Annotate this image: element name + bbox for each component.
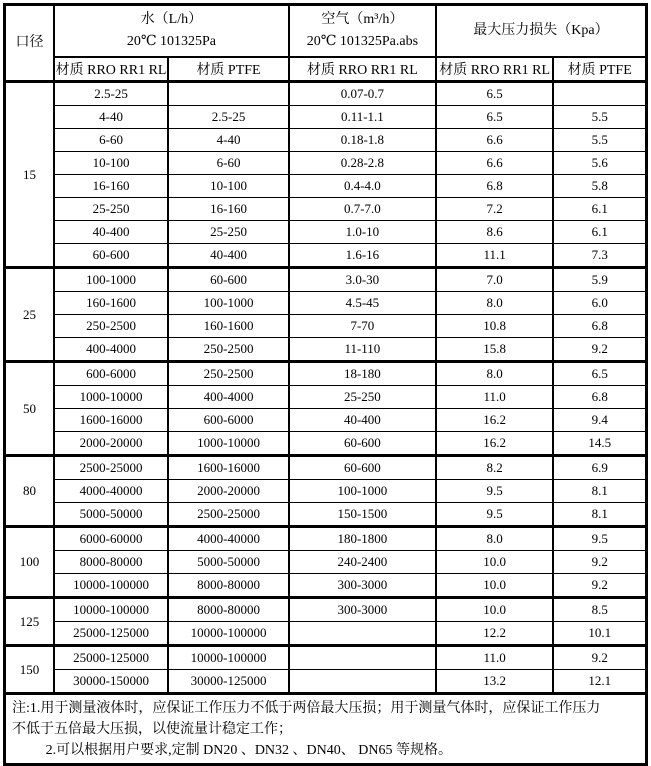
value-cell: 160-1600 bbox=[54, 292, 168, 315]
value-cell: 9.2 bbox=[553, 551, 646, 574]
value-cell: 100-1000 bbox=[168, 292, 289, 315]
value-cell: 8.1 bbox=[553, 480, 646, 503]
diameter-cell: 15 bbox=[5, 82, 54, 268]
value-cell: 9.5 bbox=[553, 527, 646, 551]
water-header-conditions: 20℃ 101325Pa bbox=[126, 34, 216, 49]
value-cell: 4000-40000 bbox=[54, 480, 168, 503]
value-cell: 7.3 bbox=[553, 244, 646, 268]
value-cell: 2.5-25 bbox=[54, 82, 168, 106]
table-row bbox=[5, 175, 647, 198]
value-cell: 5.5 bbox=[553, 106, 646, 129]
value-cell: 600-6000 bbox=[54, 362, 168, 386]
value-cell: 30000-125000 bbox=[168, 670, 289, 694]
value-cell: 25000-125000 bbox=[54, 646, 168, 670]
diameter-cell: 100 bbox=[5, 527, 54, 598]
air-header-title: 空气（m³/h） bbox=[321, 12, 404, 27]
table-row bbox=[5, 244, 647, 268]
value-cell: 9.2 bbox=[553, 338, 646, 362]
value-cell: 10000-100000 bbox=[54, 598, 168, 622]
table-row bbox=[5, 386, 647, 409]
value-cell bbox=[168, 82, 289, 106]
value-cell: 11.0 bbox=[436, 386, 553, 409]
value-cell: 240-2400 bbox=[289, 551, 436, 574]
value-cell: 16.2 bbox=[436, 432, 553, 456]
value-cell: 10000-100000 bbox=[168, 622, 289, 646]
table-row bbox=[5, 362, 647, 386]
value-cell: 60-600 bbox=[289, 456, 436, 480]
value-cell: 6.8 bbox=[436, 175, 553, 198]
max-pressure-loss-header: 最大压力损失（Kpa） bbox=[436, 5, 647, 58]
value-cell: 1600-16000 bbox=[54, 409, 168, 432]
value-cell: 12.1 bbox=[553, 670, 646, 694]
table-row bbox=[5, 456, 647, 480]
value-cell: 0.28-2.8 bbox=[289, 152, 436, 175]
value-cell: 7.2 bbox=[436, 198, 553, 221]
value-cell: 9.2 bbox=[553, 646, 646, 670]
note-line-3: 2.可以根据用户要求,定制 DN20 、DN32 、DN40、 DN65 等规格。 bbox=[45, 743, 452, 758]
value-cell: 600-6000 bbox=[168, 409, 289, 432]
air-column-header bbox=[289, 5, 436, 58]
value-cell: 14.5 bbox=[553, 432, 646, 456]
value-cell: 8.0 bbox=[436, 362, 553, 386]
value-cell: 13.2 bbox=[436, 670, 553, 694]
value-cell: 4-40 bbox=[168, 129, 289, 152]
value-cell: 250-2500 bbox=[54, 315, 168, 338]
value-cell: 6000-60000 bbox=[54, 527, 168, 551]
flow-spec-table bbox=[3, 3, 648, 766]
value-cell: 1.6-16 bbox=[289, 244, 436, 268]
value-cell: 6.8 bbox=[553, 315, 646, 338]
value-cell: 7.0 bbox=[436, 268, 553, 292]
table-row bbox=[5, 670, 647, 694]
value-cell: 6.5 bbox=[436, 106, 553, 129]
value-cell: 11.0 bbox=[436, 646, 553, 670]
table-row bbox=[5, 503, 647, 527]
value-cell: 6.6 bbox=[436, 152, 553, 175]
value-cell: 0.18-1.8 bbox=[289, 129, 436, 152]
value-cell: 60-600 bbox=[289, 432, 436, 456]
value-cell: 1600-16000 bbox=[168, 456, 289, 480]
water-material-rro-header: 材质 RRO RR1 RL bbox=[54, 57, 168, 82]
value-cell: 11.1 bbox=[436, 244, 553, 268]
value-cell: 5.5 bbox=[553, 129, 646, 152]
value-cell: 8.5 bbox=[553, 598, 646, 622]
value-cell: 250-2500 bbox=[168, 338, 289, 362]
diameter-cell: 25 bbox=[5, 268, 54, 362]
air-material-rro-header: 材质 RRO RR1 RL bbox=[289, 57, 436, 82]
value-cell: 10.0 bbox=[436, 598, 553, 622]
value-cell: 5000-50000 bbox=[168, 551, 289, 574]
table-row bbox=[5, 315, 647, 338]
value-cell: 5.9 bbox=[553, 268, 646, 292]
table-row bbox=[5, 409, 647, 432]
diameter-cell: 125 bbox=[5, 598, 54, 646]
value-cell: 100-1000 bbox=[54, 268, 168, 292]
table-row bbox=[5, 574, 647, 598]
value-cell: 180-1800 bbox=[289, 527, 436, 551]
value-cell: 4.5-45 bbox=[289, 292, 436, 315]
value-cell: 1000-10000 bbox=[54, 386, 168, 409]
value-cell: 16.2 bbox=[436, 409, 553, 432]
value-cell bbox=[553, 82, 646, 106]
value-cell: 5.6 bbox=[553, 152, 646, 175]
value-cell: 8000-80000 bbox=[54, 551, 168, 574]
value-cell bbox=[289, 622, 436, 646]
table-row bbox=[5, 432, 647, 456]
diameter-cell: 80 bbox=[5, 456, 54, 527]
value-cell: 7-70 bbox=[289, 315, 436, 338]
value-cell: 8000-80000 bbox=[168, 574, 289, 598]
table-row bbox=[5, 551, 647, 574]
table-row bbox=[5, 82, 647, 106]
value-cell: 6.5 bbox=[553, 362, 646, 386]
loss-material-ptfe-header: 材质 PTFE bbox=[553, 57, 646, 82]
value-cell: 6.6 bbox=[436, 129, 553, 152]
table-row bbox=[5, 292, 647, 315]
diameter-cell: 150 bbox=[5, 646, 54, 694]
value-cell: 150-1500 bbox=[289, 503, 436, 527]
notes-row bbox=[5, 694, 647, 765]
value-cell: 400-4000 bbox=[54, 338, 168, 362]
value-cell: 0.11-1.1 bbox=[289, 106, 436, 129]
value-cell: 10-100 bbox=[54, 152, 168, 175]
value-cell: 8000-80000 bbox=[168, 598, 289, 622]
value-cell bbox=[289, 670, 436, 694]
table-row bbox=[5, 622, 647, 646]
value-cell: 15.8 bbox=[436, 338, 553, 362]
value-cell: 10.0 bbox=[436, 574, 553, 598]
value-cell: 300-3000 bbox=[289, 598, 436, 622]
value-cell: 5000-50000 bbox=[54, 503, 168, 527]
note-line-2: 不低于五倍最大压损，以使流量计稳定工作； bbox=[12, 722, 292, 737]
value-cell: 6.1 bbox=[553, 198, 646, 221]
value-cell: 0.4-4.0 bbox=[289, 175, 436, 198]
value-cell: 40-400 bbox=[54, 221, 168, 244]
value-cell: 12.2 bbox=[436, 622, 553, 646]
value-cell: 1.0-10 bbox=[289, 221, 436, 244]
table-row bbox=[5, 221, 647, 244]
table-row bbox=[5, 152, 647, 175]
value-cell: 6.0 bbox=[553, 292, 646, 315]
value-cell: 6.5 bbox=[436, 82, 553, 106]
value-cell: 0.07-0.7 bbox=[289, 82, 436, 106]
diameter-cell: 50 bbox=[5, 362, 54, 456]
value-cell: 10-100 bbox=[168, 175, 289, 198]
note-line-1: 注:1.用于测量液体时，应保证工作压力不低于两倍最大压损；用于测量气体时，应保证工作压力 bbox=[12, 701, 601, 716]
water-material-ptfe-header: 材质 PTFE bbox=[168, 57, 289, 82]
value-cell: 9.4 bbox=[553, 409, 646, 432]
value-cell: 250-2500 bbox=[168, 362, 289, 386]
value-cell: 10.8 bbox=[436, 315, 553, 338]
value-cell: 25-250 bbox=[168, 221, 289, 244]
value-cell: 6-60 bbox=[54, 129, 168, 152]
value-cell: 60-600 bbox=[168, 268, 289, 292]
value-cell: 10.1 bbox=[553, 622, 646, 646]
value-cell bbox=[289, 646, 436, 670]
table-row bbox=[5, 480, 647, 503]
value-cell: 6.8 bbox=[553, 386, 646, 409]
value-cell: 25000-125000 bbox=[54, 622, 168, 646]
value-cell: 9.5 bbox=[436, 503, 553, 527]
value-cell: 0.7-7.0 bbox=[289, 198, 436, 221]
value-cell: 8.0 bbox=[436, 292, 553, 315]
value-cell: 4-40 bbox=[54, 106, 168, 129]
table-row bbox=[5, 106, 647, 129]
value-cell: 18-180 bbox=[289, 362, 436, 386]
air-header-conditions: 20℃ 101325Pa.abs bbox=[306, 34, 419, 49]
value-cell: 100-1000 bbox=[289, 480, 436, 503]
value-cell: 2.5-25 bbox=[168, 106, 289, 129]
value-cell: 60-600 bbox=[54, 244, 168, 268]
value-cell: 8.1 bbox=[553, 503, 646, 527]
value-cell: 9.2 bbox=[553, 574, 646, 598]
table-row bbox=[5, 338, 647, 362]
table-body bbox=[5, 82, 647, 694]
value-cell: 6-60 bbox=[168, 152, 289, 175]
value-cell: 6.1 bbox=[553, 221, 646, 244]
value-cell: 4000-40000 bbox=[168, 527, 289, 551]
value-cell: 5.8 bbox=[553, 175, 646, 198]
diameter-column-header: 口径 bbox=[5, 5, 54, 82]
value-cell: 16-160 bbox=[54, 175, 168, 198]
value-cell: 2000-20000 bbox=[54, 432, 168, 456]
header-row-sub bbox=[5, 57, 647, 82]
value-cell: 40-400 bbox=[168, 244, 289, 268]
table-row bbox=[5, 198, 647, 221]
table-row bbox=[5, 527, 647, 551]
value-cell: 10.0 bbox=[436, 551, 553, 574]
value-cell: 30000-150000 bbox=[54, 670, 168, 694]
value-cell: 1000-10000 bbox=[168, 432, 289, 456]
table-row bbox=[5, 129, 647, 152]
value-cell: 6.9 bbox=[553, 456, 646, 480]
value-cell: 9.5 bbox=[436, 480, 553, 503]
value-cell: 8.6 bbox=[436, 221, 553, 244]
value-cell: 25-250 bbox=[54, 198, 168, 221]
notes-cell bbox=[5, 694, 647, 765]
water-column-header bbox=[54, 5, 289, 58]
value-cell: 40-400 bbox=[289, 409, 436, 432]
value-cell: 160-1600 bbox=[168, 315, 289, 338]
value-cell: 16-160 bbox=[168, 198, 289, 221]
header-row-main bbox=[5, 5, 647, 58]
value-cell: 400-4000 bbox=[168, 386, 289, 409]
value-cell: 11-110 bbox=[289, 338, 436, 362]
value-cell: 25-250 bbox=[289, 386, 436, 409]
value-cell: 2000-20000 bbox=[168, 480, 289, 503]
value-cell: 3.0-30 bbox=[289, 268, 436, 292]
value-cell: 2500-25000 bbox=[168, 503, 289, 527]
table-row bbox=[5, 598, 647, 622]
value-cell: 10000-100000 bbox=[54, 574, 168, 598]
table-row bbox=[5, 268, 647, 292]
value-cell: 300-3000 bbox=[289, 574, 436, 598]
water-header-title: 水（L/h） bbox=[140, 12, 203, 27]
value-cell: 2500-25000 bbox=[54, 456, 168, 480]
value-cell: 8.2 bbox=[436, 456, 553, 480]
table-row bbox=[5, 646, 647, 670]
value-cell: 8.0 bbox=[436, 527, 553, 551]
value-cell: 10000-100000 bbox=[168, 646, 289, 670]
loss-material-rro-header: 材质 RRO RR1 RL bbox=[436, 57, 553, 82]
